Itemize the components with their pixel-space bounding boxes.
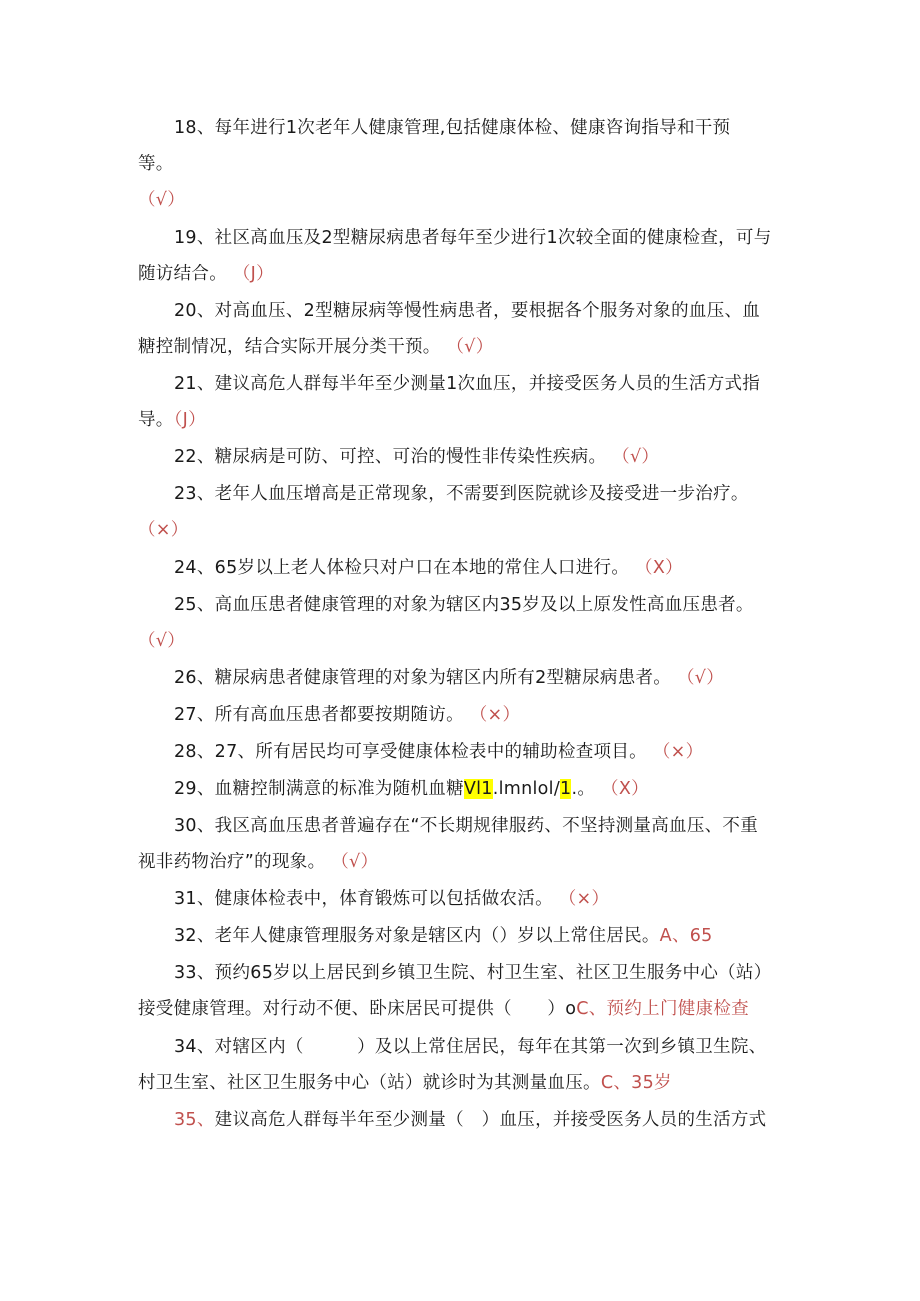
highlight-mark: Vl1 bbox=[463, 779, 493, 799]
question-19-cont: 随访结合。 （J） bbox=[138, 264, 274, 284]
answer-28: （×） bbox=[652, 742, 704, 762]
question-24: 24、65岁以上老人体检只对户口在本地的常住人口进行。 （X） bbox=[174, 558, 683, 578]
answer-32: A、65 bbox=[659, 926, 713, 946]
question-18-cont: 等。 bbox=[138, 154, 174, 174]
highlight-mark: 1 bbox=[560, 779, 572, 799]
question-33: 33、预约65岁以上居民到乡镇卫生院、村卫生室、社区卫生服务中心（站） bbox=[174, 963, 772, 983]
answer-31: （×） bbox=[558, 889, 610, 909]
question-19: 19、社区高血压及2型糖尿病患者每年至少进行1次较全面的健康检查，可与 bbox=[174, 228, 772, 248]
answer-26: （√） bbox=[676, 668, 725, 688]
answer-22: （√） bbox=[612, 447, 660, 467]
question-22: 22、糖尿病是可防、可控、可治的慢性非传染性疾病。 （√） bbox=[174, 447, 660, 467]
question-20-cont: 糖控制情况，结合实际开展分类干预。 （√） bbox=[138, 337, 494, 357]
answer-33: C、预约上门健康检查 bbox=[576, 999, 749, 1019]
question-32: 32、老年人健康管理服务对象是辖区内（）岁以上常住居民。A、65 bbox=[174, 926, 713, 946]
answer-23: （×） bbox=[138, 520, 189, 540]
question-18: 18、每年进行1次老年人健康管理,包括健康体检、健康咨询指导和干预 bbox=[174, 118, 731, 138]
question-26: 26、糖尿病患者健康管理的对象为辖区内所有2型糖尿病患者。 （√） bbox=[174, 668, 725, 688]
question-27: 27、所有高血压患者都要按期随访。 （×） bbox=[174, 705, 521, 725]
answer-18: （√） bbox=[138, 190, 186, 210]
answer-20: （√） bbox=[446, 337, 494, 357]
question-35: 35、建议高危人群每半年至少测量（ ）血压，并接受医务人员的生活方式 bbox=[174, 1110, 767, 1130]
question-23: 23、老年人血压增高是正常现象，不需要到医院就诊及接受进一步治疗。 bbox=[174, 484, 749, 504]
question-21: 21、建议高危人群每半年至少测量1次血压，并接受医务人员的生活方式指 bbox=[174, 374, 761, 394]
answer-30: （√） bbox=[331, 852, 379, 872]
answer-27: （×） bbox=[469, 705, 521, 725]
question-31: 31、健康体检表中，体育锻炼可以包括做农活。 （×） bbox=[174, 889, 610, 909]
answer-24: （X） bbox=[635, 558, 683, 578]
answer-34: C、35岁 bbox=[600, 1073, 672, 1093]
answer-29: （X） bbox=[601, 779, 649, 799]
answer-21: （J） bbox=[173, 410, 206, 430]
answer-25: （√） bbox=[138, 631, 186, 651]
answer-19: （J） bbox=[232, 264, 274, 284]
question-20: 20、对高血压、2型糖尿病等慢性病患者，要根据各个服务对象的血压、血 bbox=[174, 301, 761, 321]
question-30-cont: 视非药物治疗”的现象。 （√） bbox=[138, 852, 379, 872]
question-34: 34、对辖区内（ ）及以上常住居民，每年在其第一次到乡镇卫生院、 bbox=[174, 1037, 767, 1057]
question-30: 30、我区高血压患者普遍存在“不长期规律服药、不坚持测量高血压、不重 bbox=[174, 816, 759, 836]
question-33-cont: 接受健康管理。对行动不便、卧床居民可提供（ ）oC、预约上门健康检查 bbox=[138, 999, 749, 1019]
question-21-cont: 导。（J） bbox=[138, 410, 206, 430]
question-29: 29、血糖控制满意的标准为随机血糖Vl1.lmnlol/1.。 （X） bbox=[174, 779, 649, 799]
question-34-cont: 村卫生室、社区卫生服务中心（站）就诊时为其测量血压。C、35岁 bbox=[138, 1073, 672, 1093]
question-28: 28、27、所有居民均可享受健康体检表中的辅助检查项目。 （×） bbox=[174, 742, 704, 762]
question-35-number: 35、 bbox=[174, 1110, 215, 1130]
question-25: 25、高血压患者健康管理的对象为辖区内35岁及以上原发性高血压患者。 bbox=[174, 595, 754, 615]
